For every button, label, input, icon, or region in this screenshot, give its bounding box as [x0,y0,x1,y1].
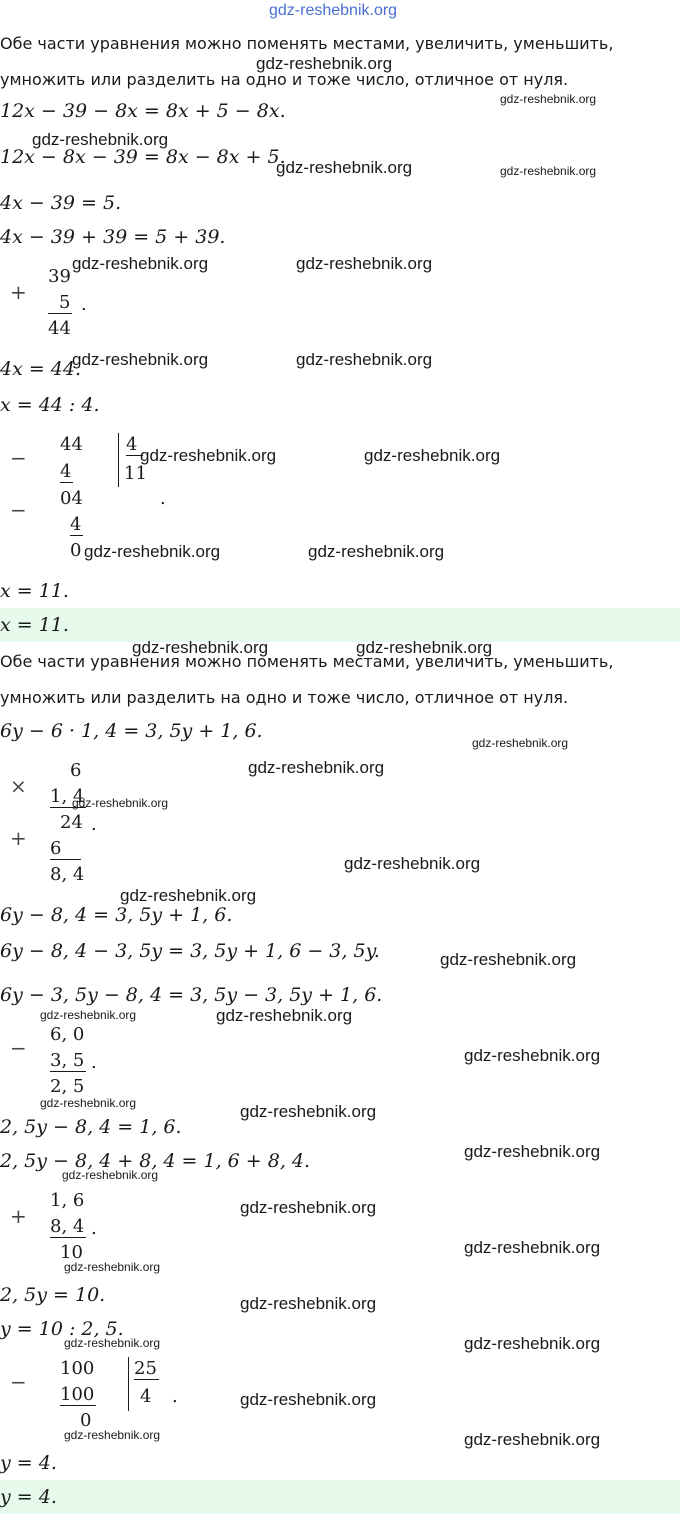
multiplication-operator: × [10,774,27,798]
watermark: gdz-reshebnik.org [64,1260,161,1274]
watermark: gdz-reshebnik.org [276,158,413,177]
equation-step1: 6y − 6 · 1, 4 = 3, 5y + 1, 6. [0,720,263,742]
rule-text-line1: Обе части уравнения можно поменять местами, увеличить, уменьшить, [0,652,614,671]
subtrahend-1: 100 [60,1384,95,1405]
equation-step2: 12x − 8x − 39 = 8x − 8x + 5. [0,146,286,168]
watermark: gdz-reshebnik.org [40,1008,137,1022]
equation-step5: 2, 5y − 8, 4 = 1, 6. [0,1116,182,1138]
dot: . [91,1052,97,1073]
answer-2: y = 4. [0,1486,57,1508]
addition-operator: + [10,826,27,850]
division-bracket [128,1357,129,1411]
watermark: gdz-reshebnik.org [62,1168,159,1182]
watermark: gdz-reshebnik.org [240,1390,377,1409]
dot: . [172,1386,178,1407]
watermark: gdz-reshebnik.org [64,1428,161,1442]
watermark: gdz-reshebnik.org [296,254,433,273]
watermark: gdz-reshebnik.org [72,796,169,810]
rule-text-line1: Обе части уравнения можно поменять местами, увеличить, уменьшить, [0,34,614,53]
watermark: gdz-reshebnik.org [248,758,385,777]
addend-2: 5 [48,292,72,314]
factor-2: 1, 4 [50,786,85,807]
dividend: 100 [60,1358,95,1379]
addition-operator: + [10,280,27,304]
addition-sum: 44 [48,318,71,339]
watermark: gdz-reshebnik.org [308,542,445,561]
watermark-top[interactable]: gdz-reshebnik.org [269,2,398,19]
addend-1: 39 [48,266,71,287]
factor-1: 6 [70,760,82,781]
addend-1: 1, 6 [50,1190,85,1211]
watermark: gdz-reshebnik.org [344,854,481,873]
subtrahend-2: 4 [70,514,82,535]
product: 24 [60,812,83,833]
division-bracket [118,433,119,487]
dot: . [91,1218,97,1239]
subtraction-operator: − [10,1370,27,1394]
watermark: gdz-reshebnik.org [240,1294,377,1313]
watermark: gdz-reshebnik.org [240,1198,377,1217]
watermark: gdz-reshebnik.org [216,1006,353,1025]
watermark: gdz-reshebnik.org [500,92,597,106]
watermark: gdz-reshebnik.org [240,1102,377,1121]
subtraction-operator-2: − [10,498,27,522]
subtrahend: 3, 5 [50,1050,85,1071]
dot: . [91,814,97,835]
watermark: gdz-reshebnik.org [256,54,393,73]
subtrahend-1: 4 [60,461,72,482]
minuend: 6, 0 [50,1024,85,1045]
watermark: gdz-reshebnik.org [84,542,221,561]
equation-step3: 6y − 8, 4 − 3, 5y = 3, 5y + 1, 6 − 3, 5y. [0,940,380,962]
equation-step6: 2, 5y − 8, 4 + 8, 4 = 1, 6 + 8, 4. [0,1150,311,1172]
rule-text-line2: умножить или разделить на одно и тоже число, отличное от нуля. [0,70,569,89]
addend-1: 6 [50,838,81,860]
equation-step4: 4x − 39 + 39 = 5 + 39. [0,226,226,248]
watermark: gdz-reshebnik.org [296,350,433,369]
equation-step5: 4x = 44. [0,358,82,380]
addition-operator: + [10,1204,27,1228]
answer-band-2 [0,1480,680,1514]
watermark: gdz-reshebnik.org [32,130,169,149]
divisor: 4 [126,434,143,456]
watermark: gdz-reshebnik.org [472,736,569,750]
divisor: 25 [134,1358,157,1379]
watermark: gdz-reshebnik.org [72,350,209,369]
equation-step6: x = 44 : 4. [0,394,100,416]
difference: 2, 5 [50,1076,85,1097]
remainder-final: 0 [70,540,82,561]
dot: . [160,488,166,509]
watermark: gdz-reshebnik.org [500,164,597,178]
dividend: 44 [60,434,83,455]
equation-step8: y = 10 : 2, 5. [0,1318,124,1340]
equation-step2: 6y − 8, 4 = 3, 5y + 1, 6. [0,904,233,926]
watermark: gdz-reshebnik.org [72,254,209,273]
watermark: gdz-reshebnik.org [40,1096,137,1110]
watermark: gdz-reshebnik.org [132,638,269,657]
equation-step1: 12x − 39 − 8x = 8x + 5 − 8x. [0,100,286,122]
watermark: gdz-reshebnik.org [64,1336,161,1350]
answer-band-1 [0,608,680,642]
quotient: 11 [124,463,147,484]
equation-step3: 4x − 39 = 5. [0,192,122,214]
watermark: gdz-reshebnik.org [140,446,277,465]
watermark: gdz-reshebnik.org [464,1430,601,1449]
equation-step4: 6y − 3, 5y − 8, 4 = 3, 5y − 3, 5y + 1, 6. [0,984,383,1006]
watermark: gdz-reshebnik.org [440,950,577,969]
watermark: gdz-reshebnik.org [356,638,493,657]
remainder-final: 0 [80,1410,92,1431]
dot: . [81,294,87,315]
watermark: gdz-reshebnik.org [120,886,257,905]
addition-sum: 10 [60,1242,83,1263]
watermark: gdz-reshebnik.org [464,1334,601,1353]
equation-step9: y = 4. [0,1452,57,1474]
addend-2: 8, 4 [50,1216,85,1237]
watermark: gdz-reshebnik.org [464,1046,601,1065]
watermark: gdz-reshebnik.org [364,446,501,465]
equation-step7: x = 11. [0,580,69,602]
watermark: gdz-reshebnik.org [464,1238,601,1257]
answer-1: x = 11. [0,614,69,636]
quotient: 4 [140,1386,152,1407]
remainder-1: 04 [60,488,83,509]
rule-text-line2: умножить или разделить на одно и тоже число, отличное от нуля. [0,688,569,707]
addition-sum: 8, 4 [50,864,85,885]
subtraction-operator: − [10,1036,27,1060]
equation-step7: 2, 5y = 10. [0,1284,106,1306]
watermark: gdz-reshebnik.org [464,1142,601,1161]
subtraction-operator: − [10,446,27,470]
